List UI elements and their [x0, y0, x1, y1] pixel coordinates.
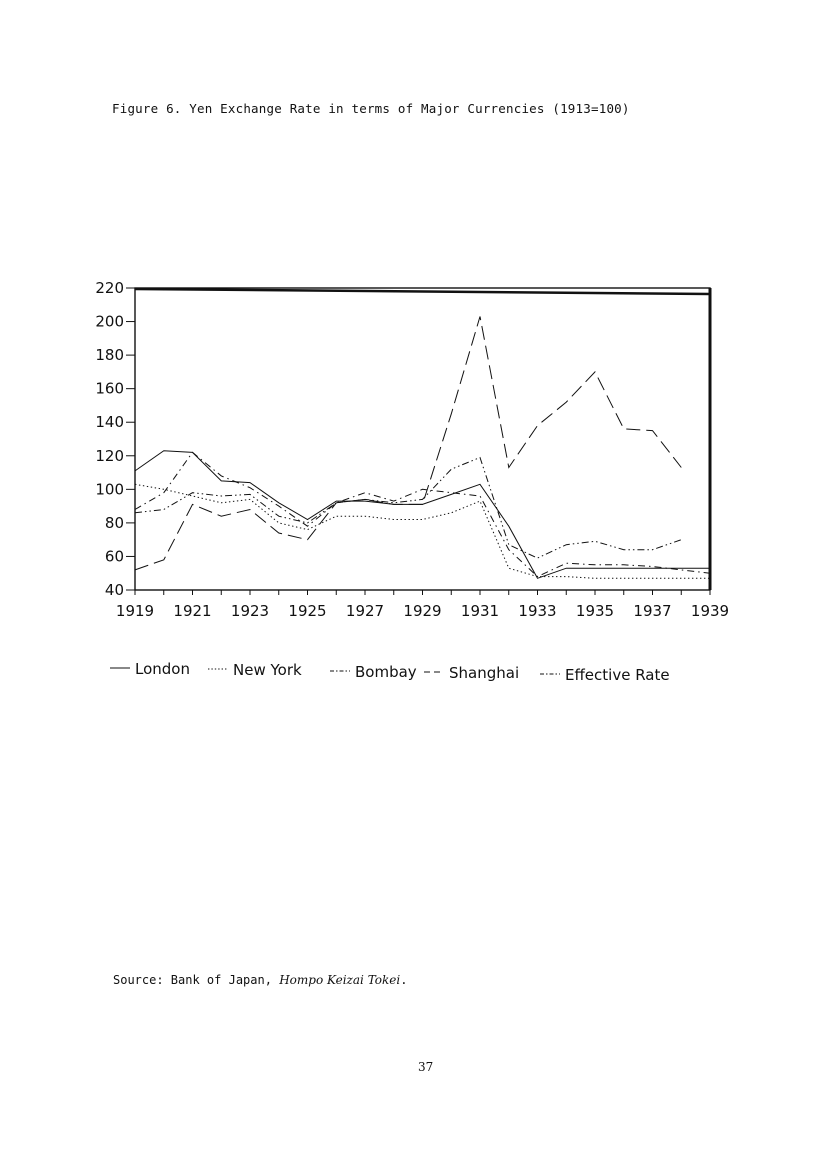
x-tick-label: 1929 [403, 602, 442, 620]
y-tick-label: 200 [95, 312, 124, 331]
x-tick-label: 1919 [115, 602, 155, 620]
x-tick-label: 1937 [633, 602, 672, 620]
y-tick-label: 60 [104, 547, 124, 566]
x-tick-label: 1923 [230, 602, 270, 620]
series-line-shanghai [135, 317, 681, 570]
legend-label: Shanghai [449, 664, 520, 682]
legend-label: New York [233, 661, 302, 679]
x-tick-label: 1925 [288, 602, 327, 620]
x-tick-label: 1931 [460, 602, 500, 620]
source-suffix: . [400, 973, 408, 987]
plot-frame [135, 288, 710, 590]
series-line-london [135, 451, 710, 579]
plot-area-border [135, 288, 710, 590]
x-tick-label: 1927 [345, 602, 385, 620]
y-tick-label: 100 [95, 480, 124, 499]
y-tick-label: 160 [95, 379, 124, 398]
series-line-bombay [135, 452, 710, 576]
x-tick-label: 1933 [518, 602, 557, 620]
source-note [113, 973, 407, 987]
x-axis [116, 590, 729, 620]
x-tick-label: 1935 [575, 602, 615, 620]
legend-label: Effective Rate [565, 666, 670, 684]
y-tick-label: 120 [95, 446, 124, 465]
x-tick-label: 1939 [690, 602, 730, 620]
y-axis [95, 279, 135, 599]
page-number: 37 [418, 1060, 434, 1074]
y-tick-label: 80 [104, 513, 124, 532]
y-tick-label: 140 [95, 413, 124, 432]
series-line-new-york [135, 484, 710, 578]
x-tick-label: 1921 [173, 602, 212, 620]
series-layer [135, 317, 710, 579]
legend-label: Bombay [355, 663, 417, 681]
legend-label: London [135, 660, 190, 678]
series-line-effective-rate [135, 458, 681, 559]
y-tick-label: 180 [95, 346, 124, 365]
plot-top-edge [135, 289, 710, 294]
source-publication: Hompo Keizai Tokei [279, 973, 401, 987]
y-tick-label: 220 [95, 279, 124, 297]
source-prefix: Source: Bank of Japan, [113, 973, 272, 987]
figure-title: Figure 6. Yen Exchange Rate in terms of Major Currencies (1913=100) [112, 101, 630, 116]
y-tick-label: 40 [104, 581, 124, 599]
legend [110, 660, 670, 684]
